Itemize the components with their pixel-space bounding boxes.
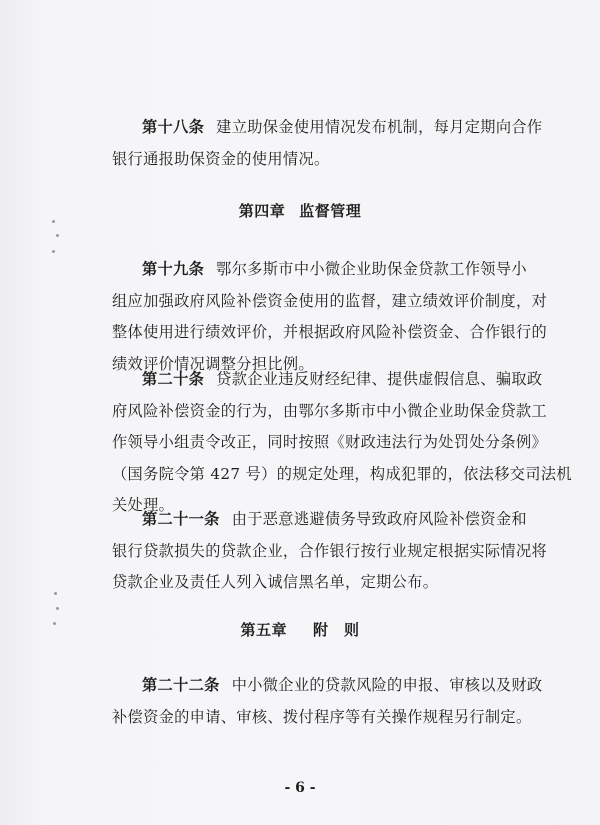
article-line: 第二十条 贷款企业违反财经纪律、提供虚假信息、骗取政 — [142, 370, 543, 388]
article-line: 第十九条 鄂尔多斯市中小微企业助保金贷款工作领导小 — [142, 260, 527, 278]
article-label: 第二十二条 — [142, 676, 220, 694]
chapter-number: 第四章 — [238, 202, 286, 220]
article-line: 组应加强政府风险补偿资金使用的监督，建立绩效评价制度，对 — [112, 291, 548, 310]
page-number: - 6 - — [284, 780, 316, 796]
chapter-heading — [0, 200, 600, 221]
binding-mark — [56, 607, 59, 610]
chapter-title: 监督管理 — [299, 202, 362, 220]
binding-mark — [52, 250, 55, 253]
article-line: 银行贷款损失的贷款企业，合作银行按行业规定根据实际情况将 — [112, 541, 548, 560]
article-line: 整体使用进行绩效评价，并根据政府风险补偿资金、合作银行的 — [112, 323, 548, 341]
chapter-number: 第五章 — [240, 621, 287, 639]
chapter-heading — [0, 619, 600, 640]
article-line: 贷款企业及责任人列入诚信黑名单，定期公布。 — [112, 573, 439, 591]
article-line: 第十八条 建立助保金使用情况发布机制，每月定期向合作 — [142, 118, 543, 136]
article-line: 第二十一条 由于恶意逃避债务导致政府风险补偿资金和 — [142, 510, 527, 528]
article-18 — [112, 112, 544, 175]
article-line: 第二十二条 中小微企业的贷款风险的申报、审核以及财政 — [142, 676, 543, 694]
binding-mark — [56, 234, 59, 237]
article-label: 第二十一条 — [142, 510, 220, 528]
article-line: 银行通报助保资金的使用情况。 — [112, 149, 330, 168]
article-line: 关处理。 — [112, 496, 175, 514]
article-label: 第二十条 — [142, 370, 205, 388]
article-line: 作领导小组责令改正，同时按照《财政违法行为处罚处分条例》 — [112, 433, 548, 451]
article-line: （国务院令第 427 号）的规定处理，构成犯罪的，依法移交司法机 — [112, 464, 572, 483]
article-line: 绩效评价情况调整分担比例。 — [112, 354, 314, 373]
article-19 — [112, 254, 548, 380]
article-21 — [112, 504, 548, 599]
binding-mark — [54, 592, 57, 595]
article-line: 府风险补偿资金的行为，由鄂尔多斯市中小微企业助保金贷款工 — [112, 401, 548, 420]
chapter-title: 附 则 — [313, 621, 360, 639]
article-label: 第十八条 — [142, 118, 205, 136]
article-20 — [112, 364, 572, 522]
article-22 — [112, 670, 544, 733]
article-label: 第十九条 — [142, 260, 205, 278]
article-line: 补偿资金的申请、审核、拨付程序等有关操作规程另行制定。 — [112, 707, 532, 726]
